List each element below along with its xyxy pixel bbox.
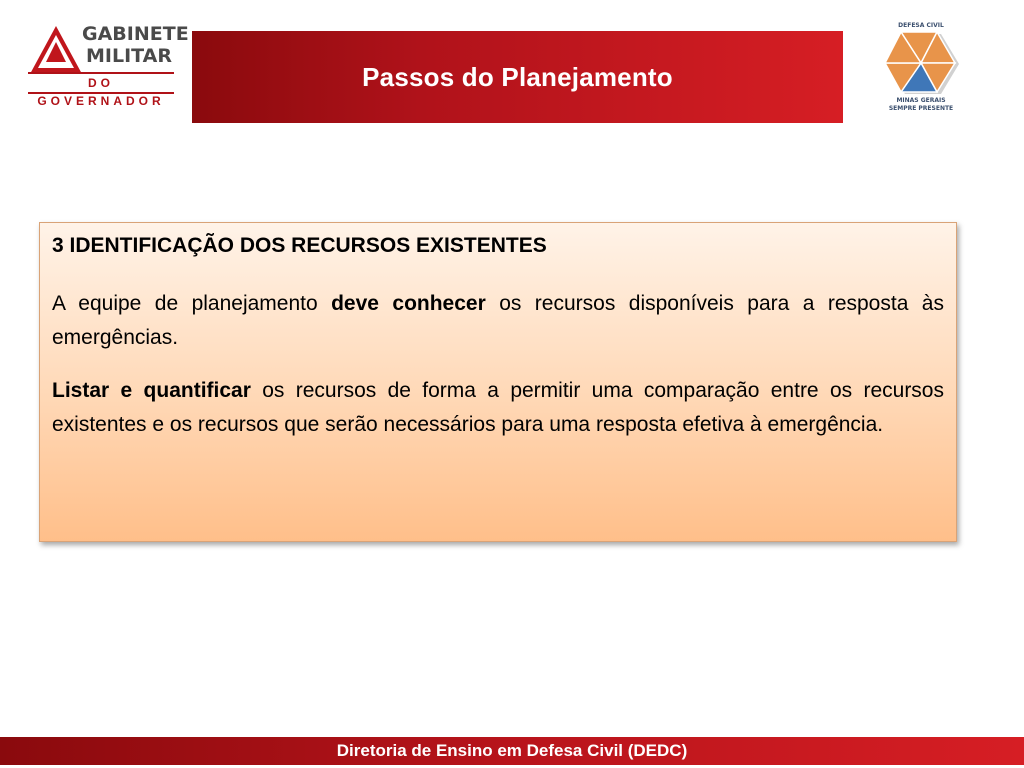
paragraph-equipe-bold: deve conhecer — [331, 292, 486, 315]
content-box — [39, 222, 957, 542]
logo-caption-defesa-civil: DEFESA CIVIL — [898, 22, 944, 29]
paragraph-listar — [52, 374, 944, 442]
logo-word-militar: MILITAR — [86, 45, 172, 67]
paragraph-equipe-pre: A equipe de planejamento — [52, 292, 332, 315]
logo-caption-minas-gerais: MINAS GERAIS — [896, 97, 946, 104]
gabinete-militar-logo — [26, 22, 189, 108]
paragraph-equipe-post: os recursos disponíveis para a resposta às emergências. — [52, 292, 944, 349]
paragraph-listar-bold: Listar e quantificar — [52, 379, 251, 402]
footer-bar — [0, 737, 1024, 765]
logo-strip-do-governador: DO GOVERNADOR — [28, 72, 174, 94]
logo-word-gabinete: GABINETE — [82, 23, 189, 45]
paragraph-listar-post: os recursos de forma a permitir uma comparação entre os recursos existentes e os recursos que serão necessários para uma resposta efetiva à emergência. — [52, 379, 944, 436]
page-title: Passos do Planejamento — [362, 61, 673, 92]
title-banner — [192, 31, 843, 123]
footer-text: Diretoria de Ensino em Defesa Civil (DEDC) — [336, 741, 688, 760]
paragraph-equipe — [52, 287, 944, 355]
logo-caption-sempre-presente: SEMPRE PRESENTE — [888, 105, 954, 112]
defesa-civil-logo — [878, 22, 964, 132]
defesa-civil-hexagon-icon — [881, 30, 961, 96]
section-heading: 3 IDENTIFICAÇÃO DOS RECURSOS EXISTENTES — [52, 234, 547, 257]
